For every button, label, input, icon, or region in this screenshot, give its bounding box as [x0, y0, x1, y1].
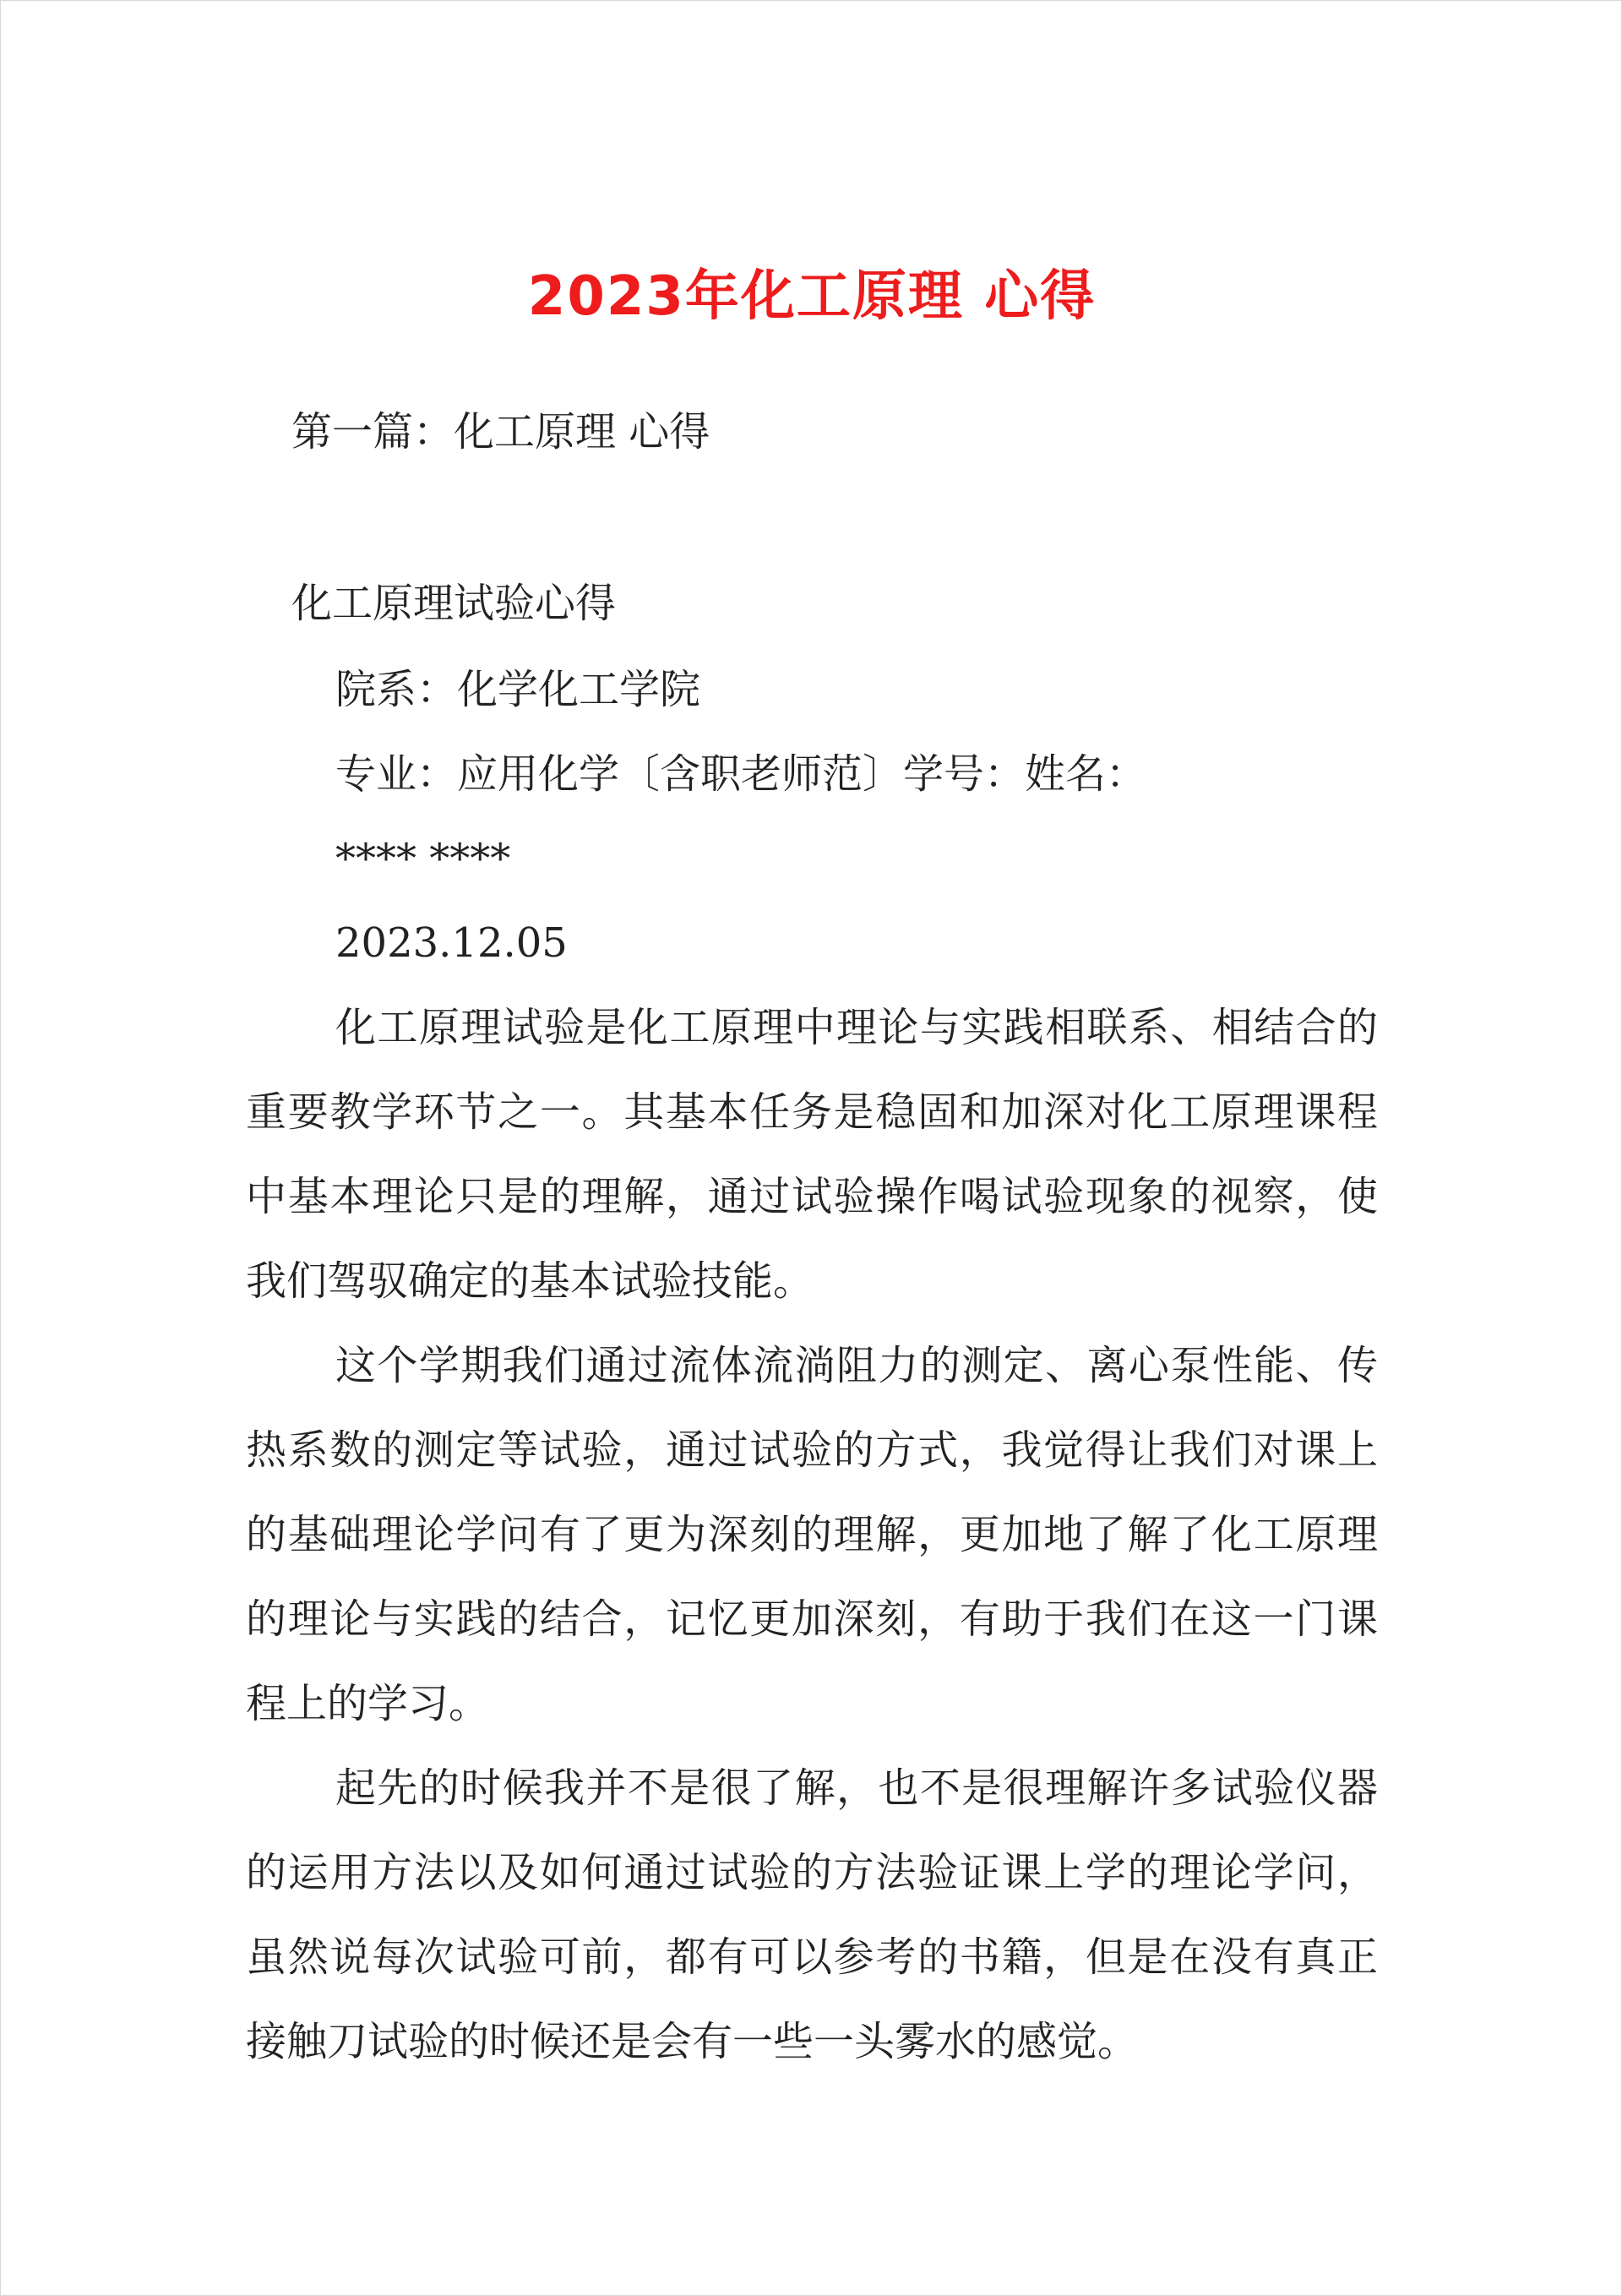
paragraph-experiments: 这个学期我们通过流体流淌阻力的测定、离心泵性能、传热系数的测定等试验，通过试验的方式，我觉得让我们对课上的基础理论学问有了更为深刻的理解，更加地了解了化工原理的理论与实践的结合，记忆更加深刻，有助于我们在这一门课程上的学习。 [246, 1342, 1378, 1727]
paragraph-beginning: 起先的时候我并不是很了解，也不是很理解许多试验仪器的运用方法以及如何通过试验的方法验证课上学的理论学问，虽然说每次试验可前，都有可以参考的书籍，但是在没有真正接触刀试验的时候还是会有一些一头雾水的感觉。 [246, 1764, 1378, 2065]
paragraph-intro: 化工原理试验是化工原理中理论与实践相联系、相结合的重要教学环节之一。其基本任务是稳固和加深对化工原理课程中基本理论只是的理解，通过试验操作喝试验现象的视察，使我们驾驭确定的基本试验技能。 [246, 1004, 1378, 1305]
major-line: 专业：应用化学〔含职老师范〕学号：姓名： [335, 750, 1147, 798]
section-heading: 第一篇：化工原理 心得 [291, 408, 710, 455]
department-line: 院系：化学化工学院 [335, 666, 701, 713]
masked-ids: **** **** [335, 835, 511, 882]
report-subtitle: 化工原理试验心得 [291, 580, 617, 627]
document-title: 2023年化工原理 心得 [527, 265, 1097, 328]
report-date: 2023.12.05 [335, 919, 568, 967]
